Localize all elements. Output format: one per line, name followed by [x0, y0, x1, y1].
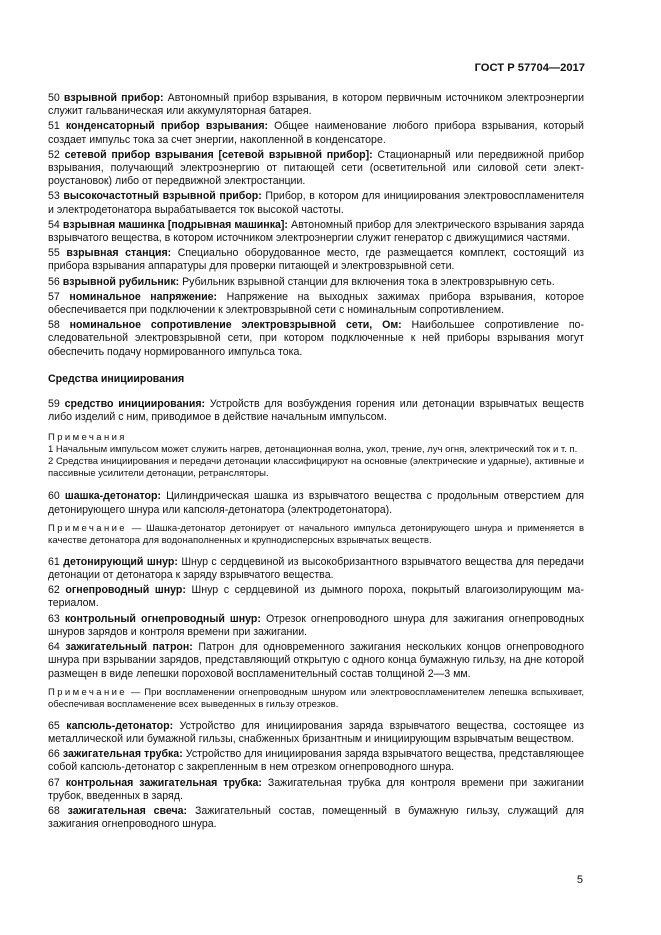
term-entry-54: 54 взрывная машинка [подрывная машинка]: Автономный прибор для электрического взрывания заряда взрывчатого вещества, в котором источником электроэнергии служит генератор с движущимися частями. — [48, 218, 585, 245]
page-content — [48, 92, 584, 833]
term-entry-57: 57 номинальное напряжение: Напряжение на выходных зажимах прибора взрывания, которое обеспечивается при подключении к электровзрывной сети с номинальным сопротивлением. — [48, 290, 584, 317]
term-entry-66: 66 зажигательная трубка: Устройство для инициирования заряда взрывчатого вещества, представляющее собой капсюль-детонатор с закрепленным в нем отрезком огнепроводного шнура. — [48, 748, 584, 774]
term-entry-65: 65 капсюль-детонатор: Устройство для инициирования заряда взрывчатого вещества, состоящее из металлической или бумажной гильзы, снабженных бризантным и инициирующим взрывчатым веществом. — [48, 719, 584, 745]
term-entry-53: 53 высокочастотный взрывной прибор: Прибор, в котором для инициирования электровоспламенителя и электродетонатора вырабатывается ток высокой частоты. — [48, 190, 584, 216]
term-entry-58: 58 номинальное сопротивление электровзрывной сети, Ом: Наибольшее сопротивление последовательной электровзрывной сети, при котором подключенные к ней приборы взрывания могут обеспечить подачу нормированного импульса тока. — [48, 319, 584, 358]
term-entry-63: 63 контрольный огнепроводный шнур: Отрезок огнепроводного шнура для зажигания огнепроводных шнуров зарядов и контроля времени при зажигании. — [48, 612, 584, 638]
term-entry-51: 51 конденсаторный прибор взрывания: Общее наименование любого прибора взрывания, который создает импульс тока за счет энергии, накопленной в конденсаторе. — [48, 120, 584, 146]
entries-group-a — [48, 92, 584, 359]
page-number: 5 — [576, 874, 583, 886]
notes-59 — [48, 432, 584, 480]
note-60: Примечание — Шашка-детонатор детонирует от начального импульса детонирующего шнура и применяется в качестве детонатора для водонаполненных и крупнодисперсных взрывчатых веществ. — [48, 522, 584, 546]
term-entry-59: 59 средство инициирования: Устройств для возбуждения горения или детонации взрывчатых веществ либо изделий с ним, приводимое в действие начальным импульсом. — [48, 398, 584, 424]
term-entry-67: 67 контрольная зажигательная трубка: Зажигательная трубка для контроля времени при зажигании трубок, введенных в заряд. — [48, 776, 584, 802]
term-entry-55: 55 взрывная станция: Специально оборудованное место, где размещается комплект, состоящий из прибора взрывания аппаратуры для проверки питающей и электровзрывной сети. — [48, 247, 584, 273]
document-id: ГОСТ Р 57704—2017 — [474, 62, 585, 74]
term-entry-62: 62 огнепроводный шнур: Шнур с сердцевиной из дымного пороха, покрытый влагоизолирующим материалом. — [48, 584, 584, 610]
term-entry-56: 56 взрывной рубильник: Рубильник взрывной станции для включения тока в электровзрывную сеть. — [48, 275, 555, 288]
note-64: Примечание — При воспламенении огнепроводным шнуром или электровоспламенителем лепешка вспыхивает, обеспечивая воспламенение всех выведенных в гильзу отрезков. — [48, 686, 584, 710]
entries-group-b — [48, 556, 584, 681]
note-item: 1 Начальным импульсом может служить нагрев, детонационная волна, укол, трение, луч огня, электрический ток и т. п. — [48, 444, 578, 456]
notes-label: Примечания — [48, 432, 127, 444]
entries-group-c — [48, 720, 584, 832]
term-entry-52: 52 сетевой прибор взрывания [сетевой взрывной прибор]: Стационарный или передвижной прибор взрывания, получающий электроэнергию от питающей сети (осветительной или силовой сети электроустановок) либо от передвижной электростанции. — [48, 148, 584, 188]
term-entry-61: 61 детонирующий шнур: Шнур с сердцевиной из высокобризантного взрывчатого вещества для передачи детонации от детонатора к заряду взрывчатого вещества. — [48, 555, 584, 582]
term-entry-50: 50 взрывной прибор: Автономный прибор взрывания, в котором первичным источником электроэнергии служит гальваническая или аккумуляторная батарея. — [48, 92, 584, 118]
note-item: 2 Средства инициирования и передачи детонации классифицируют на основные (электрические и ударные), активные и пассивные усилители детонации, ретрансляторы. — [48, 456, 584, 480]
section-title: Средства инициирования — [48, 372, 185, 385]
term-entry-68: 68 зажигательная свеча: Зажигательный состав, помещенный в бумажную гильзу, служащий для зажигания огнепроводного шнура. — [48, 804, 584, 831]
term-entry-60: 60 шашка-детонатор: Цилиндрическая шашка из взрывчатого вещества с продольным отверстием для детонирующего шнура или капсюля-детонатора (электродетонатора). — [48, 490, 584, 516]
term-entry-64: 64 зажигательный патрон: Патрон для одновременного зажигания нескольких концов огнепроводного шнура при взрывании зарядов, представляющий открытую с одного конца бумажную гильзу, на дне которой размещен в виде лепешки пороховой воспламенительный состав толщиной 2—3 мм. — [48, 641, 584, 680]
